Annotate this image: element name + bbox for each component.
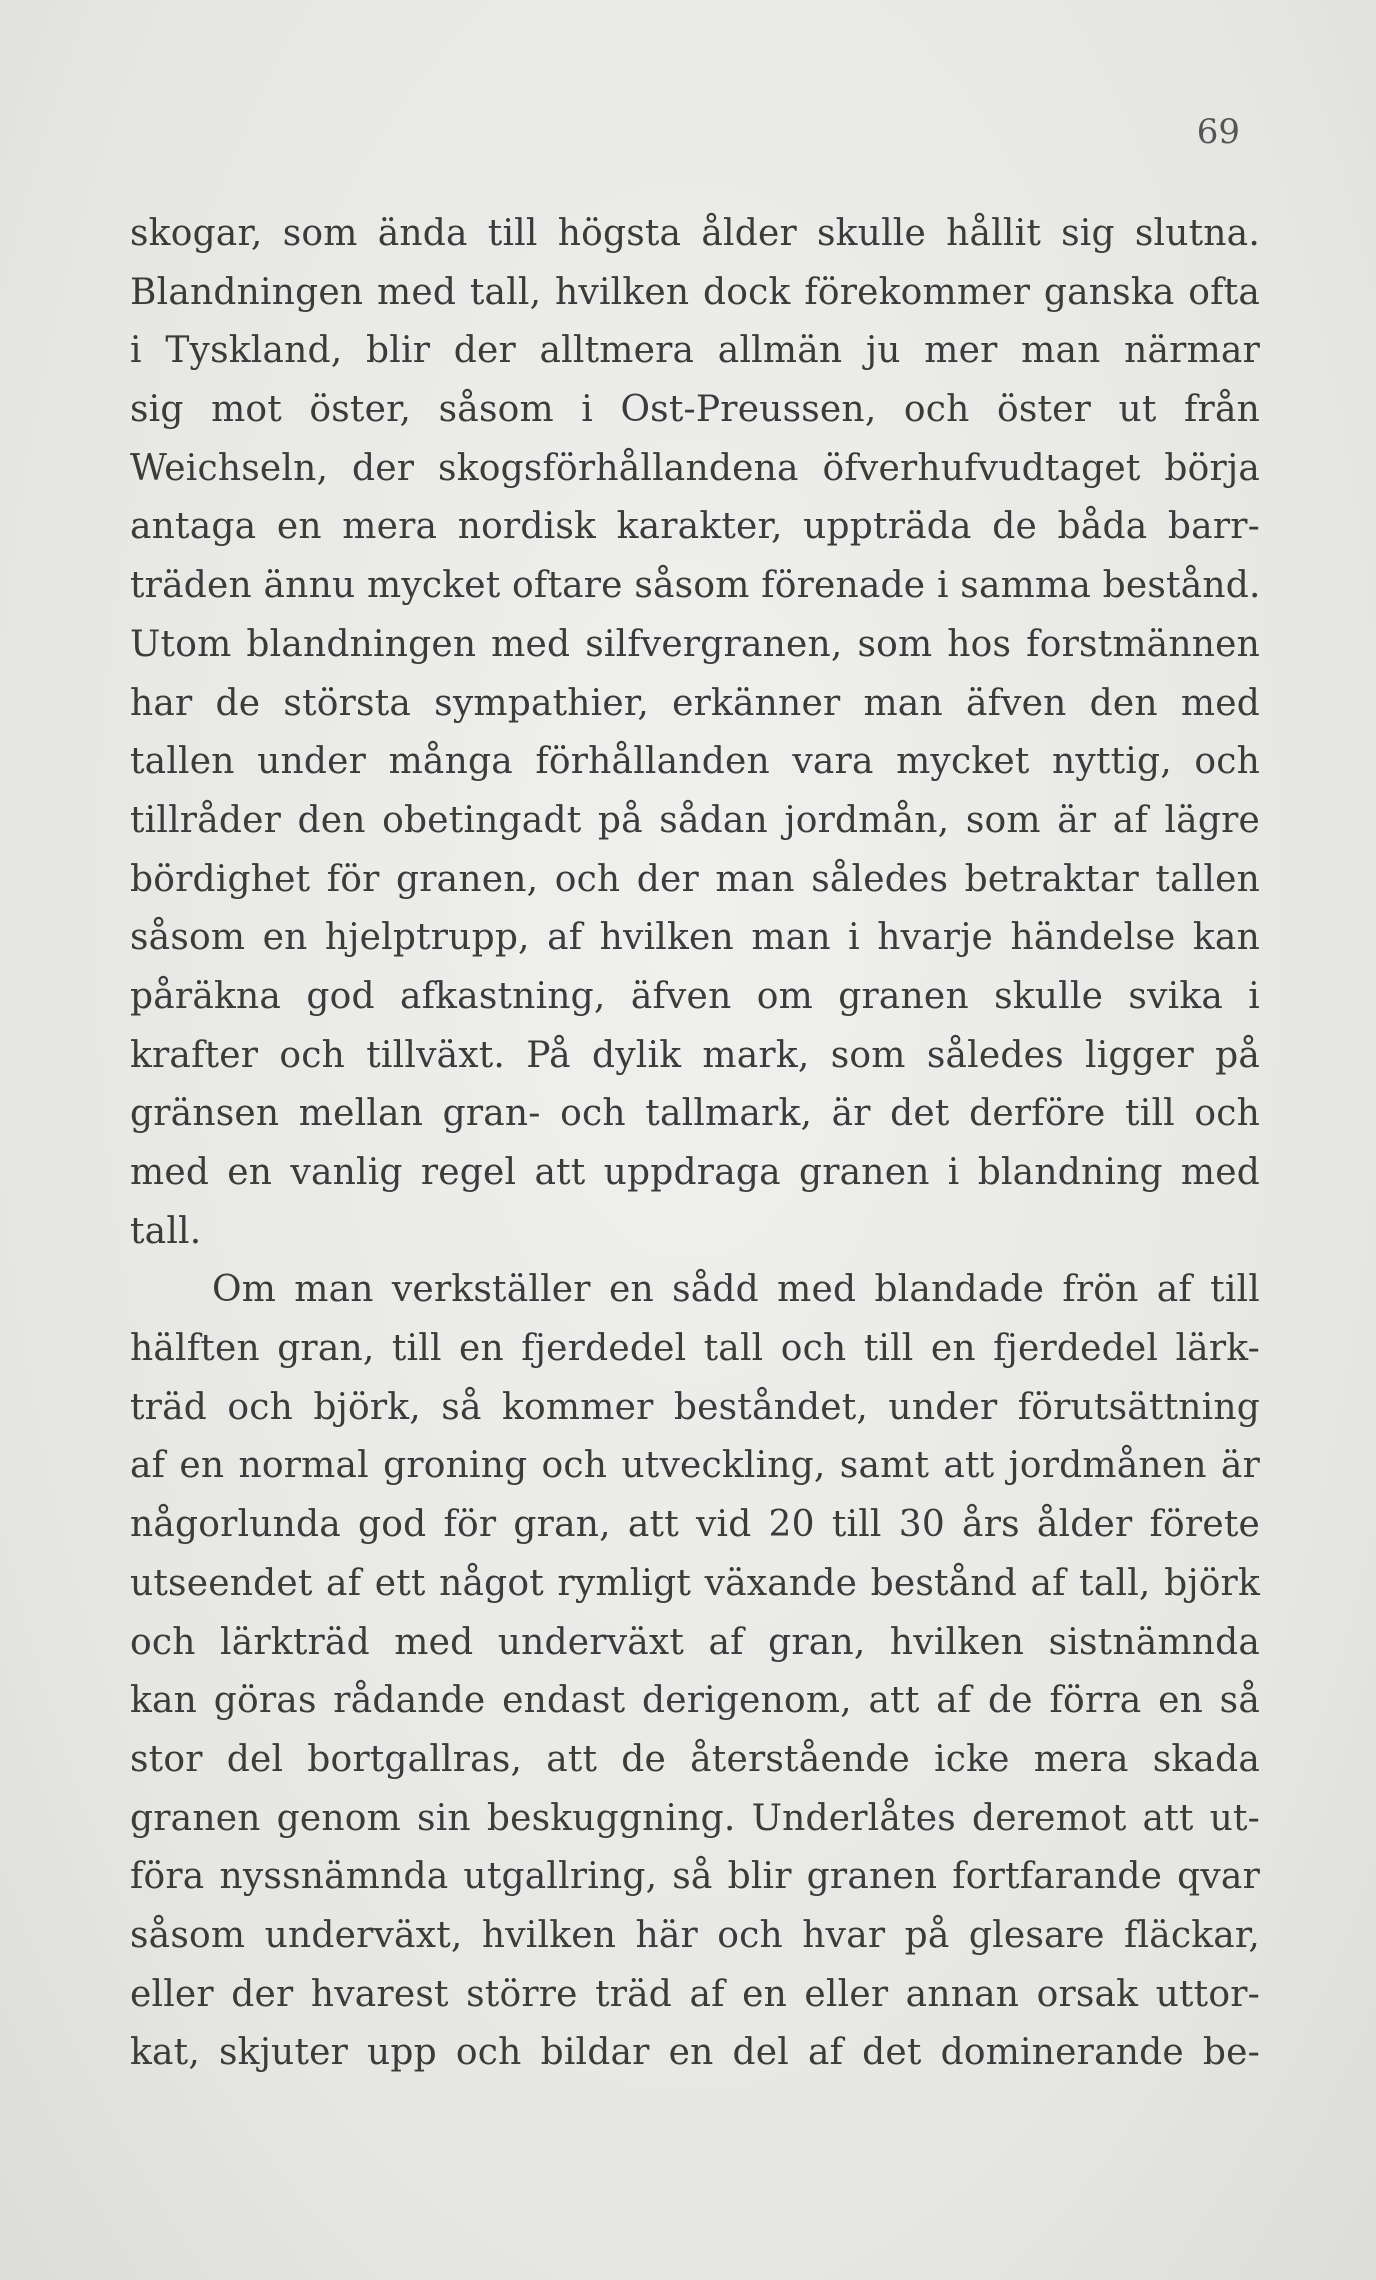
text-line: Weichseln, der skogsförhållandena öfverhufvudtaget börja (130, 447, 1260, 489)
text-line: med en vanlig regel att uppdraga granen i blandning med (130, 1152, 1260, 1193)
body-text (130, 205, 1260, 2083)
text-line: krafter och tillväxt. På dylik mark, som således ligger på (130, 1034, 1260, 1076)
text-line: träd och björk, så kommer beståndet, under förutsättning (130, 1386, 1260, 1428)
text-line: kat, skjuter upp och bildar en del af det dominerande be- (130, 2032, 1260, 2074)
text-line: och lärkträd med underväxt af gran, hvilken sistnämnda (130, 1621, 1260, 1663)
text-line: Utom blandningen med silfvergranen, som hos forstmännen (130, 623, 1260, 665)
text-line: stor del bortgallras, att de återstående icke mera skada (130, 1738, 1260, 1780)
text-line: kan göras rådande endast derigenom, att af de förra en så (130, 1680, 1260, 1722)
text-line: sig mot öster, såsom i Ost-Preussen, och öster ut från (130, 389, 1260, 431)
text-line: har de största sympathier, erkänner man äfven den med (130, 682, 1260, 724)
text-line: påräkna god afkastning, äfven om granen skulle svika i (130, 975, 1260, 1017)
text-line: i Tyskland, blir der alltmera allmän ju mer man närmar (130, 330, 1260, 372)
text-line: skogar, som ända till högsta ålder skulle hållit sig slutna. (130, 213, 1260, 254)
text-line: någorlunda god för gran, att vid 20 till 30 års ålder förete (130, 1504, 1260, 1546)
text-line: såsom en hjelptrupp, af hvilken man i hvarje händelse kan (130, 917, 1260, 959)
text-line: tall. (130, 1210, 202, 1252)
text-line: antaga en mera nordisk karakter, uppträda de båda barr- (130, 506, 1260, 548)
text-line: föra nyssnämnda utgallring, så blir granen fortfarande qvar (130, 1856, 1260, 1898)
text-line: utseendet af ett något rymligt växande bestånd af tall, björk (130, 1562, 1260, 1604)
text-line: granen genom sin beskuggning. Underlåtes deremot att ut- (130, 1797, 1260, 1839)
text-line: bördighet för granen, och der man således betraktar tallen (130, 858, 1260, 900)
text-line: af en normal groning och utveckling, samt att jordmånen är (130, 1445, 1260, 1487)
text-line: såsom underväxt, hvilken här och hvar på glesare fläckar, (130, 1914, 1260, 1956)
paragraph-first-line: Om man verkställer en sådd med blandade frön af till (212, 1269, 1260, 1311)
text-line: hälften gran, till en fjerdedel tall och till en fjerdedel lärk- (130, 1328, 1260, 1370)
text-line: tallen under många förhållanden vara mycket nyttig, och (130, 741, 1260, 783)
text-line: gränsen mellan gran- och tallmark, är det derföre till och (130, 1093, 1260, 1135)
text-line: träden ännu mycket oftare såsom förenade i samma bestånd. (130, 565, 1261, 607)
page-number: 69 (1196, 112, 1240, 152)
text-line: Blandningen med tall, hvilken dock förekommer ganska ofta (130, 271, 1260, 313)
text-line: eller der hvarest större träd af en eller annan orsak uttor- (130, 1973, 1260, 2015)
text-line: tillråder den obetingadt på sådan jordmån, som är af lägre (130, 799, 1260, 841)
